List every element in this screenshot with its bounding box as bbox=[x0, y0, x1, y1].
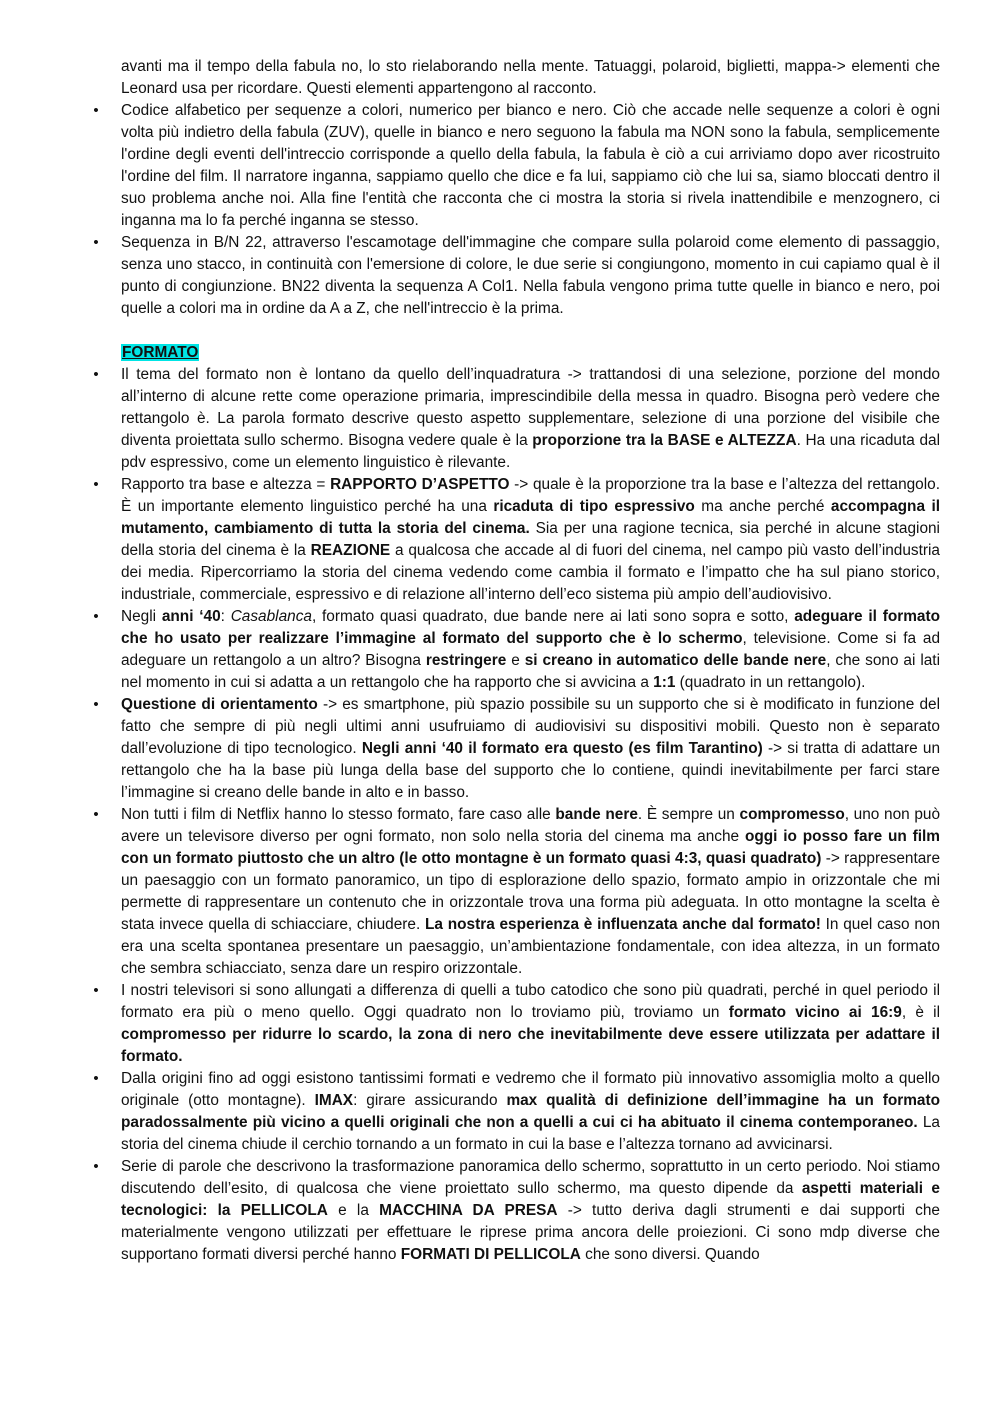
list-item bbox=[93, 694, 941, 804]
bold-text: accompagna il mutamento, cambiamento di tutta la storia del cinema. bbox=[121, 498, 940, 537]
bullet-icon: • bbox=[93, 1158, 99, 1175]
text-segment: : girare assicurando bbox=[353, 1092, 507, 1109]
text-segment: -> tutto deriva dagli strumenti e dai supporti che materialmente vengono utilizzati per effettuare le riprese prima ancora delle proiezioni. Ci sono mdp diverse che supportano formati diversi perché hanno bbox=[121, 1202, 940, 1263]
paragraph-text bbox=[121, 474, 940, 606]
list-item bbox=[93, 232, 940, 320]
intro-section bbox=[121, 56, 940, 100]
text-segment: -> rappresentare un paesaggio con un formato panoramico, un tipo di esplorazione dello spazio, formato ampio in orizzontale che mi permette di rappresentare un contenuto che in orizzontale trova una forma più adeguata. In otto montagne la scelta è stata invece quella di schiacciare, chiudere. bbox=[121, 850, 940, 933]
bold-text: REAZIONE bbox=[310, 542, 391, 559]
text-segment: , uno non può avere un televisore diverso per ogni formato, non solo nella storia del cinema ma anche bbox=[121, 806, 941, 845]
text-segment: -> quale è la proporzione tra la base e l’altezza del rettangolo. È un importante elemento linguistico perché ha una bbox=[121, 476, 940, 515]
bold-text: si creano in automatico delle bande nere bbox=[524, 652, 827, 669]
bold-text: max qualità di definizione dell’immagine ha un formato paradossalmente più vicino a quelli originali che non a quelli a cui ci ha abituato il cinema contemporaneo. bbox=[121, 1092, 940, 1131]
text-segment: Serie di parole che descrivono la trasformazione panoramica dello schermo, soprattutto in un certo periodo. Noi stiamo discutendo dell’esito, di qualcosa che viene proiettato sullo schermo, ma questo dipende da bbox=[121, 1158, 940, 1197]
bullet-icon: • bbox=[93, 1070, 99, 1087]
bold-text: compromesso bbox=[739, 806, 845, 823]
bullet-icon: • bbox=[93, 102, 99, 119]
bold-text: proporzione tra la BASE e ALTEZZA bbox=[532, 432, 797, 449]
bold-text: MACCHINA DA PRESA bbox=[379, 1202, 558, 1219]
text-segment: che sono diversi. Quando bbox=[580, 1246, 760, 1263]
paragraph-text bbox=[121, 606, 940, 694]
bold-text: Questione di orientamento bbox=[121, 696, 318, 713]
bold-text: RAPPORTO D’ASPETTO bbox=[330, 476, 510, 493]
text-segment: Dalla origini fino ad oggi esistono tantissimi formati e vedremo che il formato più innovativo assomiglia molto a quello originale (otto montagne). bbox=[121, 1070, 940, 1109]
text-segment: . Ha una ricaduta dal pdv espressivo, come un elemento linguistico è rilevante. bbox=[121, 432, 940, 471]
list-item bbox=[93, 474, 940, 606]
text-segment: Sequenza in B/N 22, attraverso l'escamotage dell'immagine che compare sulla polaroid come elemento di passaggio, senza uno stacco, in continuità con l'emersione di colore, le due serie si congiungono, momento in cui capiamo qual è il punto di congiunzione. BN22 diventa la sequenza A Col1. Nella fabula vengono prima tutte quelle in bianco e nero, poi quelle a colori ma in ordine da A a Z, che nell'intreccio è la prima. bbox=[121, 234, 940, 317]
list-item bbox=[93, 980, 940, 1068]
text-segment: Codice alfabetico per sequenze a colori, numerico per bianco e nero. Ciò che accade nelle sequenze a colori è ogni volta più indietro della fabula (ZUV), quelle in bianco e nero seguono la fabula ma NON sono la fabula, semplicemente l'ordine degli eventi dell'intreccio corrisponde a quello della fabula, la fabula è ciò a cui arriviamo dopo aver ricostruito l'ordine del film. Il narratore inganna, sappiamo quello che dice e fa lui, sappiamo ciò che lui sa, siamo bloccati dentro il suo problema anche noi. Alla fine l'entità che racconta che ci mostra la storia si rivela inattendibile e menzognero, ci inganna ma lo fa perché inganna se stesso. bbox=[121, 102, 940, 229]
bullet-icon: • bbox=[93, 806, 99, 823]
text-segment: e bbox=[506, 652, 525, 669]
bold-text: La nostra esperienza è influenzata anche dal formato! bbox=[425, 916, 821, 933]
text-segment: ma anche perché bbox=[694, 498, 831, 515]
paragraph-text bbox=[121, 1156, 940, 1266]
bold-text: anni ‘40 bbox=[161, 608, 221, 625]
text-segment: Il tema del formato non è lontano da quello dell’inquadratura -> trattandosi di una selezione, porzione del mondo all’interno di alcune rette come operazione primaria, imprescindibile della messa in quadro. Bisogna però vedere che rettangolo è. La parola formato descrive questo aspetto supplementare, selezione di una porzione del visibile che diventa proiettata sullo schermo. Bisogna vedere quale è la bbox=[121, 366, 940, 449]
paragraph-text bbox=[121, 232, 940, 320]
bullet-icon: • bbox=[93, 234, 99, 251]
paragraph-text bbox=[121, 56, 940, 100]
text-segment: avanti ma il tempo della fabula no, lo sto rielaborando nella mente. Tatuaggi, polaroid, biglietti, mappa-> elementi che Leonard usa per ricordare. Questi elementi appartengono al racconto. bbox=[121, 58, 940, 97]
text-segment: (quadrato in un rettangolo). bbox=[675, 674, 866, 691]
paragraph-text bbox=[121, 100, 940, 232]
text-segment: , è il bbox=[901, 1004, 940, 1021]
paragraph-text bbox=[121, 1068, 940, 1156]
bold-text: adeguare il formato che ho usato per realizzare l’immagine al formato del supporto che è lo schermo bbox=[121, 608, 940, 647]
text-segment: -> es smartphone, più spazio possibile su un supporto che si è modificato in funzione del fatto che sempre di più negli ultimi anni usufruiamo di audiovisivi su dispositivi mobili. Questo non è separato dall’evoluzione di tipo tecnologico. bbox=[121, 696, 940, 757]
list-item bbox=[93, 804, 941, 980]
list-item bbox=[93, 100, 940, 232]
text-segment: Negli bbox=[121, 608, 162, 625]
bullet-icon: • bbox=[93, 982, 99, 999]
list-item bbox=[93, 1156, 940, 1266]
bold-text: aspetti materiali e tecnologici: la PELLICOLA bbox=[121, 1180, 940, 1219]
bullet-list-formato bbox=[93, 364, 941, 1266]
text-segment: Rapporto tra base e altezza = bbox=[121, 476, 331, 493]
bullet-list-top bbox=[93, 100, 940, 320]
list-item bbox=[93, 364, 940, 474]
text-segment: , formato quasi quadrato, due bande nere ai lati sono sopra e sotto, bbox=[311, 608, 795, 625]
bold-text: formato vicino ai 16:9 bbox=[728, 1004, 902, 1021]
bold-text: FORMATI DI PELLICOLA bbox=[400, 1246, 581, 1263]
list-item bbox=[93, 1068, 940, 1156]
bold-text: oggi io posso fare un film con un formato piuttosto che un altro (le otto montagne è un formato quasi 4:3, quasi quadrato) bbox=[121, 828, 940, 867]
bullet-icon: • bbox=[93, 696, 99, 713]
bold-text: bande nere bbox=[555, 806, 638, 823]
text-segment: I nostri televisori si sono allungati a differenza di quelli a tubo catodico che sono più quadrati, perché in quel periodo il formato era più o meno quello. Oggi quadrato non lo troviamo più, troviamo un bbox=[121, 982, 940, 1021]
paragraph-text bbox=[121, 804, 940, 980]
text-segment: a qualcosa che accade al di fuori del cinema, nel campo più vasto dell’industria dei media. Ripercorriamo la storia del cinema vedendo come cambia il formato e l’impatto che ha sul piano storico, industriale, commerciale, espressivo e di relazione all’interno dell’eco sistema più ampio dell’audiovisivo. bbox=[121, 542, 940, 603]
bold-text: IMAX bbox=[314, 1092, 354, 1109]
text-segment: Non tutti i film di Netflix hanno lo stesso formato, fare caso alle bbox=[121, 806, 556, 823]
text-segment: La storia del cinema chiude il cerchio tornando a un formato in cui la base e l’altezza tornano ad avvicinarsi. bbox=[121, 1114, 940, 1153]
bold-text: compromesso per ridurre lo scardo, la zona di nero che inevitabilmente deve essere utilizzata per adattare il formato. bbox=[121, 1026, 940, 1065]
heading-highlight: FORMATO bbox=[122, 344, 199, 361]
list-item bbox=[93, 606, 941, 694]
paragraph-text bbox=[121, 980, 940, 1068]
text-segment: , televisione. Come si fa ad adeguare un rettangolo a un altro? Bisogna bbox=[121, 630, 940, 669]
section-gap bbox=[121, 320, 940, 342]
text-segment: e la bbox=[327, 1202, 380, 1219]
text-segment: -> si tratta di adattare un rettangolo che ha la base più lunga della base del supporto che lo contiene, quindi inevitabilmente per farci stare l’immagine si creano delle bande in alto e in basso. bbox=[121, 740, 941, 801]
section-heading bbox=[121, 342, 940, 364]
text-segment: . È sempre un bbox=[637, 806, 740, 823]
bullet-icon: • bbox=[93, 366, 99, 383]
text-segment: : bbox=[220, 608, 231, 625]
italic-text: Casablanca bbox=[230, 608, 312, 625]
bold-text: restringere bbox=[425, 652, 507, 669]
bullet-icon: • bbox=[93, 608, 99, 625]
text-segment: In quel caso non era una scelta spontanea presentare un paesaggio, un’ambientazione fondamentale, con idea altezza, in un formato che sembra schiacciato, senza dare un respiro orizzontale. bbox=[121, 916, 941, 977]
text-segment: , che sono ai lati nel momento in cui si adatta a un rettangolo che ha rapporto che si avvicina a bbox=[121, 652, 941, 691]
bullet-icon: • bbox=[93, 476, 99, 493]
paragraph-text bbox=[121, 364, 940, 474]
bold-text: Negli anni ‘40 il formato era questo (es film Tarantino) bbox=[361, 740, 763, 757]
bold-text: ricaduta di tipo espressivo bbox=[493, 498, 695, 515]
bold-text: 1:1 bbox=[653, 674, 676, 691]
intro-paragraph bbox=[121, 56, 940, 100]
paragraph-text bbox=[121, 694, 940, 804]
text-segment: Sia per una ragione tecnica, sia perché in alcune stagioni della storia del cinema è la bbox=[121, 520, 940, 559]
